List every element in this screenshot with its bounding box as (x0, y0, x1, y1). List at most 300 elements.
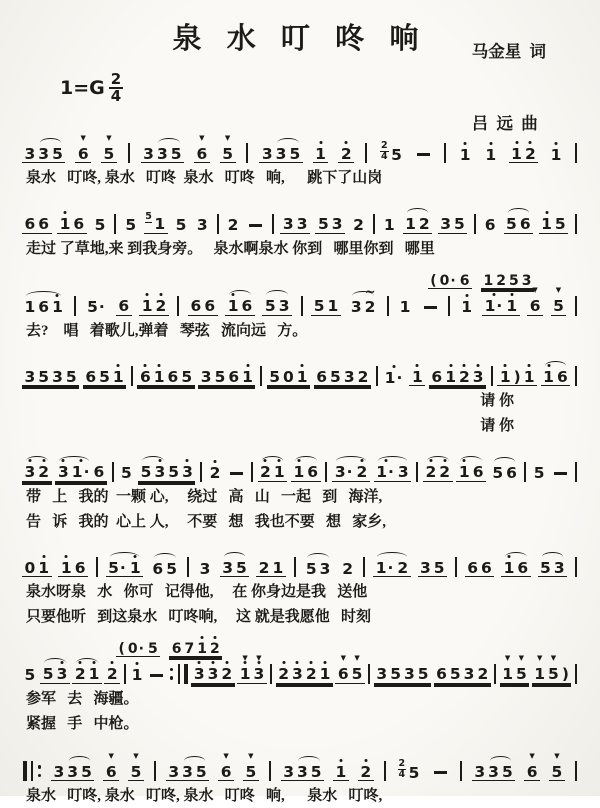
dot: · (119, 558, 126, 577)
note: 6 (93, 463, 105, 482)
note: 3 (283, 762, 294, 781)
note: 6 (517, 558, 529, 577)
note-group (22, 668, 38, 684)
note: 6 (204, 297, 216, 315)
octave-dot (80, 459, 83, 462)
slur (73, 667, 101, 683)
barline (131, 366, 133, 386)
note: 3 (291, 667, 305, 683)
barline (575, 214, 577, 234)
accent-mark: ▼ (199, 133, 205, 142)
note: 2 (438, 465, 452, 481)
accent-mark: ▼ (133, 751, 139, 760)
note: 2 (220, 667, 234, 683)
accent-mark: ▼ (80, 133, 86, 142)
octave-dot (79, 661, 82, 664)
note: 3 (296, 215, 308, 234)
note-group (57, 217, 87, 234)
barline (474, 214, 476, 234)
note-group (119, 466, 135, 482)
barline (246, 143, 248, 163)
barline (524, 462, 526, 482)
octave-dot (93, 661, 96, 664)
note: 3 (331, 215, 343, 234)
note: 2 ~ (364, 285, 376, 316)
note-group (72, 667, 102, 684)
octave-dot (42, 459, 45, 462)
note-group (22, 217, 52, 234)
note-group (191, 667, 234, 684)
slur (263, 299, 291, 315)
note: 3 (200, 367, 212, 386)
octave-dot (360, 459, 363, 462)
note: 5 ▼ (103, 133, 115, 163)
note-group (123, 218, 139, 234)
note-group (531, 466, 547, 482)
note: 5 · (87, 298, 105, 316)
note: 2 (477, 665, 489, 684)
note: 3 (168, 762, 180, 781)
note: 6 (459, 272, 470, 289)
slur (56, 465, 91, 481)
system-7 (14, 638, 586, 736)
note-group (22, 367, 79, 387)
note-group (106, 558, 143, 578)
note: 5 (313, 297, 325, 315)
note: 6 (171, 640, 182, 657)
note: 3 (282, 215, 294, 234)
note-group (173, 218, 189, 234)
note: 3 (463, 665, 475, 684)
octave-dot (319, 141, 322, 144)
note: 1 (318, 667, 332, 683)
note: 5 (65, 367, 77, 386)
slur (502, 558, 530, 577)
octave-dot (56, 294, 59, 297)
octave-dot (225, 661, 228, 664)
note: 1 (130, 668, 144, 684)
note: 6 (73, 215, 85, 234)
note-group (218, 751, 234, 782)
barline (23, 761, 27, 781)
accent-mark: ▼ (106, 133, 112, 142)
note-group (358, 762, 374, 782)
slur (151, 559, 179, 578)
barline (368, 664, 370, 684)
note-group (197, 559, 213, 578)
slur (424, 465, 452, 481)
note: 3 (206, 667, 220, 683)
note-group (472, 762, 515, 782)
note-group (101, 133, 117, 164)
note: 5 ▼ (245, 751, 257, 781)
octave-dot (464, 142, 467, 145)
key-label: 1=G (60, 77, 105, 99)
barline (154, 761, 156, 781)
note: 2 (457, 370, 471, 386)
lyrics-line-2: 请 你 (480, 418, 514, 434)
note: 5 ▼ (553, 286, 564, 315)
notation-line (14, 542, 586, 579)
slur (107, 558, 142, 577)
note-group (116, 642, 160, 657)
octave-dot (158, 364, 161, 367)
dash-hold (417, 153, 430, 156)
accent-mark: ▼ (536, 654, 543, 663)
note: 6 (167, 367, 179, 386)
note-group (524, 751, 540, 782)
octave-dot (198, 661, 201, 664)
barline (184, 664, 188, 684)
note-group (423, 465, 453, 482)
note-group (75, 133, 91, 164)
slur (487, 762, 515, 781)
slur (457, 465, 485, 481)
note-group (256, 558, 286, 578)
note-group (418, 558, 448, 578)
note: 1 (272, 465, 286, 481)
octave-dot (463, 459, 466, 462)
barline (494, 664, 496, 684)
note: 3 (222, 558, 234, 577)
note: 1 (505, 299, 519, 315)
note: 2 (259, 465, 273, 481)
note: 3 ▼ (253, 654, 265, 684)
note: 3 (521, 272, 532, 289)
note: 6 (467, 558, 479, 577)
note-group (551, 286, 567, 316)
barline (455, 557, 457, 577)
note: 3 (156, 144, 168, 163)
time-signature (109, 72, 123, 104)
note-group (303, 559, 333, 578)
barline (260, 366, 262, 386)
note: 3 (474, 762, 486, 781)
note-group (482, 299, 519, 316)
octave-dot (463, 364, 466, 367)
lyrics-line-2: 告 诉 我的 心上 人, 不要 想 我也不要 想 家乡, (26, 513, 387, 530)
note-group (374, 465, 411, 482)
note-group (456, 465, 486, 482)
note-group (532, 654, 572, 684)
note: 0 (283, 367, 294, 386)
note: 6 (38, 298, 50, 316)
note: 5 (269, 367, 280, 386)
note: 5 ▼ (551, 751, 563, 781)
note: 3 (182, 762, 193, 781)
note-group (128, 751, 144, 782)
octave-dot (508, 555, 511, 558)
accent-mark: ▼ (256, 654, 262, 663)
accent-mark: ▼ (340, 654, 346, 663)
note: 6 (152, 559, 164, 578)
note: 1 (522, 370, 536, 386)
note: 5 (181, 367, 193, 386)
note: 3 (196, 216, 208, 235)
note: 3 (56, 465, 70, 481)
note-group (137, 367, 194, 387)
note: 1 (196, 642, 209, 656)
octave-dot (510, 293, 513, 296)
note: 3 (53, 762, 65, 781)
note: 1 · (70, 465, 92, 481)
begin-repeat-barline (22, 761, 42, 781)
accent-mark: ▼ (248, 751, 254, 760)
note-group (22, 144, 65, 164)
meter-numerator: 2 (110, 70, 122, 88)
note: 2 (277, 667, 291, 683)
meter-fraction (380, 141, 389, 161)
note: 3 (343, 367, 355, 386)
slur (295, 762, 323, 781)
dot: · (83, 463, 90, 482)
slur (539, 558, 567, 577)
octave-dot (310, 661, 313, 664)
note: 6 ▼ (220, 751, 232, 781)
octave-dot (296, 661, 299, 664)
slur (292, 465, 320, 481)
note-group (428, 274, 472, 289)
note-group (403, 217, 433, 234)
note-group (220, 558, 250, 578)
octave-dot (489, 142, 492, 145)
barline (491, 366, 493, 386)
note: 5 (168, 463, 180, 482)
note-group (396, 759, 422, 781)
slur (333, 465, 368, 481)
note-group (291, 465, 321, 482)
note: 2 (154, 299, 168, 315)
note-group (527, 286, 543, 316)
note: 6 (74, 558, 86, 577)
note: 2 (342, 559, 354, 578)
note: 3 (153, 465, 167, 481)
note: 3 (192, 667, 206, 683)
note-group (166, 762, 209, 782)
note-group (22, 465, 52, 482)
note: 3 (376, 665, 388, 684)
note-group (504, 217, 534, 234)
system-6 (14, 542, 586, 629)
slur (23, 465, 51, 481)
note: 3 (471, 370, 485, 386)
accent-mark: ▼ (518, 654, 525, 663)
octave-dot (345, 141, 348, 144)
pickup-cue (14, 270, 586, 289)
note: 5 (433, 558, 445, 577)
octave-dot (264, 459, 267, 462)
accent-mark: ▼ (224, 133, 231, 142)
lyrics-line-1: 泉水呀泉 水 你可 记得他, 在 你身边是我 送他 (26, 584, 368, 601)
accent-mark: ▼ (550, 654, 557, 663)
slur (274, 144, 302, 163)
lyrics-line-1: 带 上 我的 一颗 心, 绕过 高 山 一起 到 海洋, (26, 488, 383, 505)
note: 5 (125, 216, 137, 235)
octave-dot (555, 142, 558, 145)
note-group (434, 667, 491, 684)
note: 5 (310, 762, 322, 781)
note-group (259, 144, 302, 164)
note: 1 (295, 370, 309, 386)
note: 2 (37, 465, 51, 481)
note: 3 (38, 144, 50, 163)
note: 1 (410, 370, 424, 386)
slur (259, 465, 287, 481)
note: 5 (94, 216, 106, 235)
slur (23, 300, 64, 316)
note-group (22, 300, 65, 316)
note: 1 (498, 370, 512, 386)
octave-dot (465, 294, 468, 297)
slur (505, 217, 533, 233)
note: 6 (118, 297, 130, 315)
note-group (340, 559, 356, 578)
note: 5 (175, 216, 187, 235)
barline (575, 664, 577, 684)
note: 2 (105, 667, 119, 683)
note: 5 (408, 763, 420, 782)
notation-line (14, 447, 586, 484)
barline (387, 296, 389, 316)
octave-dot (134, 555, 137, 558)
barline (294, 557, 296, 577)
note: 2 (208, 642, 221, 656)
octave-dot (111, 661, 114, 664)
note: 5 (170, 144, 182, 163)
note: 1 (540, 217, 554, 233)
note: 6 (556, 367, 568, 386)
note-group (490, 466, 520, 482)
octave-dot (136, 662, 139, 665)
note: 3 (199, 559, 211, 578)
octave-dot (117, 364, 120, 367)
note: 5 (305, 559, 317, 578)
note: 1 (154, 215, 166, 234)
note-group (22, 558, 52, 578)
note: 5 (449, 665, 461, 684)
barline (31, 761, 33, 781)
note-group (548, 145, 564, 164)
note-group (141, 144, 184, 164)
note-group (374, 667, 431, 684)
note: 6 (316, 367, 328, 386)
note: 2 (258, 558, 270, 577)
octave-dot (213, 636, 216, 639)
note-group (538, 558, 568, 578)
note-group (281, 762, 324, 782)
note: 5 (42, 665, 54, 684)
dot: · (98, 298, 105, 316)
note-group (243, 751, 259, 782)
note: 1 (128, 561, 142, 577)
note: 3 (181, 465, 195, 481)
octave-dot (146, 293, 149, 296)
repeat-dots (38, 765, 42, 777)
note-group (276, 667, 333, 684)
octave-dot (324, 661, 327, 664)
trill-mark: ~ (364, 285, 376, 300)
note-group (397, 300, 413, 316)
dash-hold (424, 306, 437, 309)
note: 1 ▼ (502, 654, 513, 684)
note-group (315, 217, 345, 234)
pickup-cue (14, 638, 586, 657)
note-group (58, 558, 88, 578)
note-group (501, 558, 531, 578)
note: 3 (52, 367, 63, 386)
barline (301, 296, 303, 316)
note: ) (513, 367, 521, 386)
note: 6 (481, 558, 492, 577)
slur (404, 217, 432, 233)
note-group (332, 465, 369, 482)
note-group (267, 367, 310, 387)
note: 5 (453, 215, 465, 234)
octave-dot (42, 555, 45, 558)
note: 1 (24, 298, 36, 316)
note: 3 (420, 558, 431, 577)
meter-denominator: 4 (381, 150, 388, 162)
slur (155, 144, 183, 163)
note-group (311, 299, 341, 316)
slur (41, 667, 69, 683)
note: 5 (214, 367, 226, 386)
note: 5 (390, 665, 401, 684)
note: 5 (501, 762, 513, 781)
note-group (104, 667, 120, 684)
note-group (103, 751, 119, 782)
note: 6 (307, 463, 319, 482)
note: 1 · (375, 465, 397, 481)
barline (269, 761, 271, 781)
note-group (438, 217, 468, 234)
barline (200, 462, 202, 482)
dash-hold (249, 224, 262, 227)
note-group (92, 218, 108, 234)
note: 3 (440, 215, 451, 234)
note: 5 (554, 215, 566, 234)
octave-dot (278, 459, 281, 462)
notation-line (14, 351, 586, 388)
note: 6 ▼ (529, 286, 541, 315)
octave-dot (186, 459, 189, 462)
lyrics-line-1: 参军 去 海疆。 (26, 690, 139, 707)
note: 1 (111, 370, 125, 386)
note: 5 (166, 559, 178, 578)
note: 3 (553, 558, 565, 577)
note-group (258, 465, 288, 482)
octave-dot (429, 459, 432, 462)
note: 1 (458, 148, 472, 164)
octave-dot (28, 459, 31, 462)
note-group (348, 285, 378, 316)
composer: 吕 远 曲 (471, 113, 538, 133)
system-4 (14, 351, 586, 438)
octave-dot (214, 460, 217, 463)
octave-dot (297, 459, 300, 462)
octave-dot (443, 459, 446, 462)
octave-dot (246, 364, 249, 367)
note: 6 (431, 367, 443, 386)
note: 2 (424, 465, 438, 481)
note: 2 (523, 147, 537, 163)
barline (217, 214, 219, 234)
note: 5 ▼ (548, 654, 559, 684)
note: 6 ▼ (526, 751, 538, 781)
barline (251, 462, 253, 482)
note: 1 (460, 300, 474, 316)
accent-mark: ▼ (555, 286, 562, 294)
